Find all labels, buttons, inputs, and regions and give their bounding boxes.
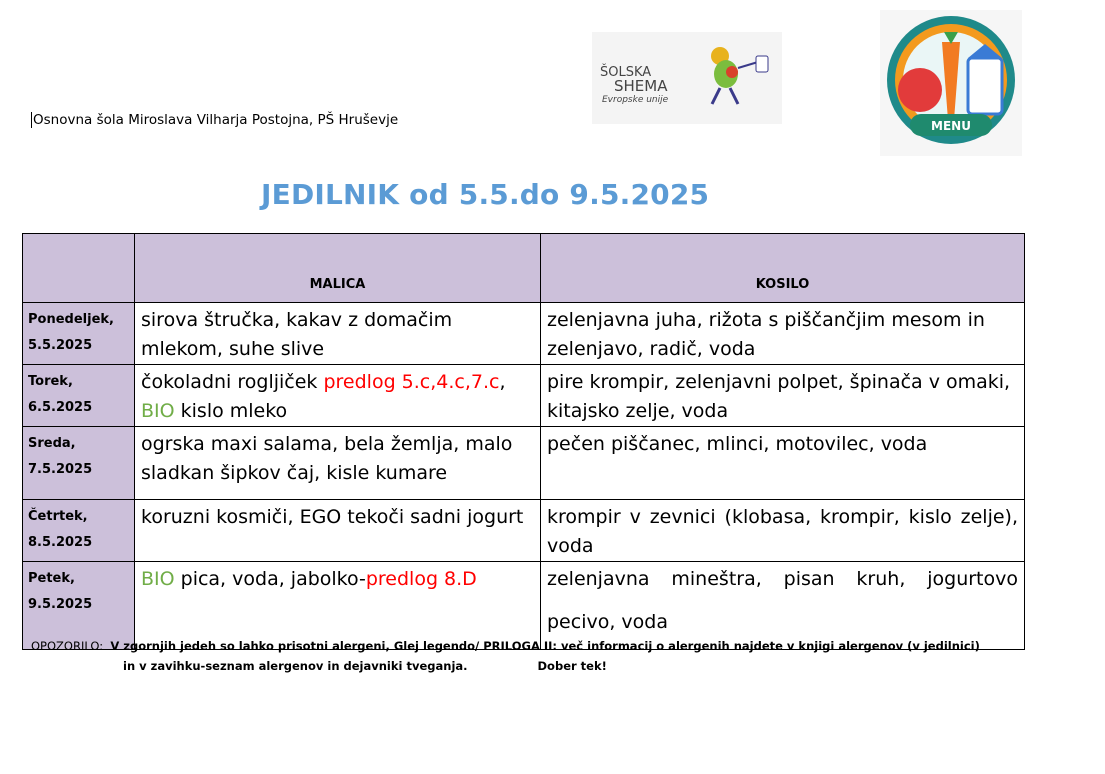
- menu-logo: [880, 10, 1022, 156]
- note-line2: in v zavihku-seznam alergenov in dejavniki tveganja.: [123, 659, 468, 673]
- table-row: [23, 427, 1025, 500]
- day-date: 5.5.2025: [28, 338, 93, 353]
- kosilo-cell: krompir v zevnici (klobasa, krompir, kislo zelje), voda: [541, 500, 1025, 562]
- malica-cell: ogrska maxi salama, bela žemlja, malo sladkan šipkov čaj, kisle kumare: [135, 427, 541, 500]
- shema-line2: SHEMA: [614, 77, 668, 95]
- menu-logo-label: MENU: [931, 119, 971, 133]
- kosilo-cell: zelenjavna juha, rižota s piščančjim mesom in zelenjavo, radič, voda: [541, 303, 1025, 365]
- day-name: Petek,: [28, 571, 75, 586]
- header-day-cell: [23, 234, 135, 303]
- day-name: Ponedeljek,: [28, 312, 114, 327]
- solska-shema-logo: [592, 32, 782, 124]
- note-closing: Dober tek!: [537, 659, 607, 673]
- day-cell: [23, 303, 135, 365]
- malica-cell: čokoladni rogljiček predlog 5.c,4.c,7.c, BIO kislo mleko: [135, 365, 541, 427]
- class-suggestion: predlog 5.c,4.c,7.c: [323, 371, 500, 393]
- page-title: JEDILNIK od 5.5.do 9.5.2025: [261, 178, 710, 211]
- header-malica: MALICA: [135, 234, 541, 303]
- table-row: [23, 500, 1025, 562]
- table-row: [23, 365, 1025, 427]
- day-cell: [23, 365, 135, 427]
- shema-line3: Evropske unije: [602, 95, 669, 105]
- school-name: Osnovna šola Miroslava Vilharja Postojna, PŠ Hruševje: [33, 112, 399, 128]
- kosilo-cell: pire krompir, zelenjavni polpet, špinača v omaki, kitajsko zelje, voda: [541, 365, 1025, 427]
- allergen-notice: [31, 636, 1016, 676]
- day-cell: [23, 500, 135, 562]
- day-date: 7.5.2025: [28, 462, 93, 477]
- table-header-row: [23, 234, 1025, 303]
- shema-line1: ŠOLSKA: [600, 65, 652, 80]
- note-label: OPOZORILO:: [31, 639, 104, 653]
- note-line1: V zgornjih jedeh so lahko prisotni alergeni, Glej legendo/ PRILOGA II: več informacij o alergenih najdete v knjigi alergenov (v jedilnici): [110, 639, 980, 653]
- malica-cell: sirova štručka, kakav z domačim mlekom, suhe slive: [135, 303, 541, 365]
- kosilo-line2: pecivo, voda: [547, 611, 668, 633]
- class-suggestion: predlog 8.D: [365, 568, 477, 590]
- malica-cell: koruzni kosmiči, EGO tekoči sadni jogurt: [135, 500, 541, 562]
- header-kosilo: KOSILO: [541, 234, 1025, 303]
- day-name: Torek,: [28, 374, 73, 389]
- day-date: 8.5.2025: [28, 535, 93, 550]
- day-name: Sreda,: [28, 436, 76, 451]
- kosilo-cell: pečen piščanec, mlinci, motovilec, voda: [541, 427, 1025, 500]
- bio-label: BIO: [141, 568, 175, 590]
- menu-table: [22, 233, 1025, 650]
- malica-cell: BIO pica, voda, jabolko-predlog 8.D: [135, 562, 541, 650]
- day-name: Četrtek,: [28, 509, 88, 524]
- table-row: [23, 303, 1025, 365]
- kosilo-line1: zelenjavna mineštra, pisan kruh, jogurtovo: [547, 568, 1018, 590]
- bio-label: BIO: [141, 400, 175, 422]
- day-date: 9.5.2025: [28, 597, 93, 612]
- day-date: 6.5.2025: [28, 400, 93, 415]
- day-cell: [23, 427, 135, 500]
